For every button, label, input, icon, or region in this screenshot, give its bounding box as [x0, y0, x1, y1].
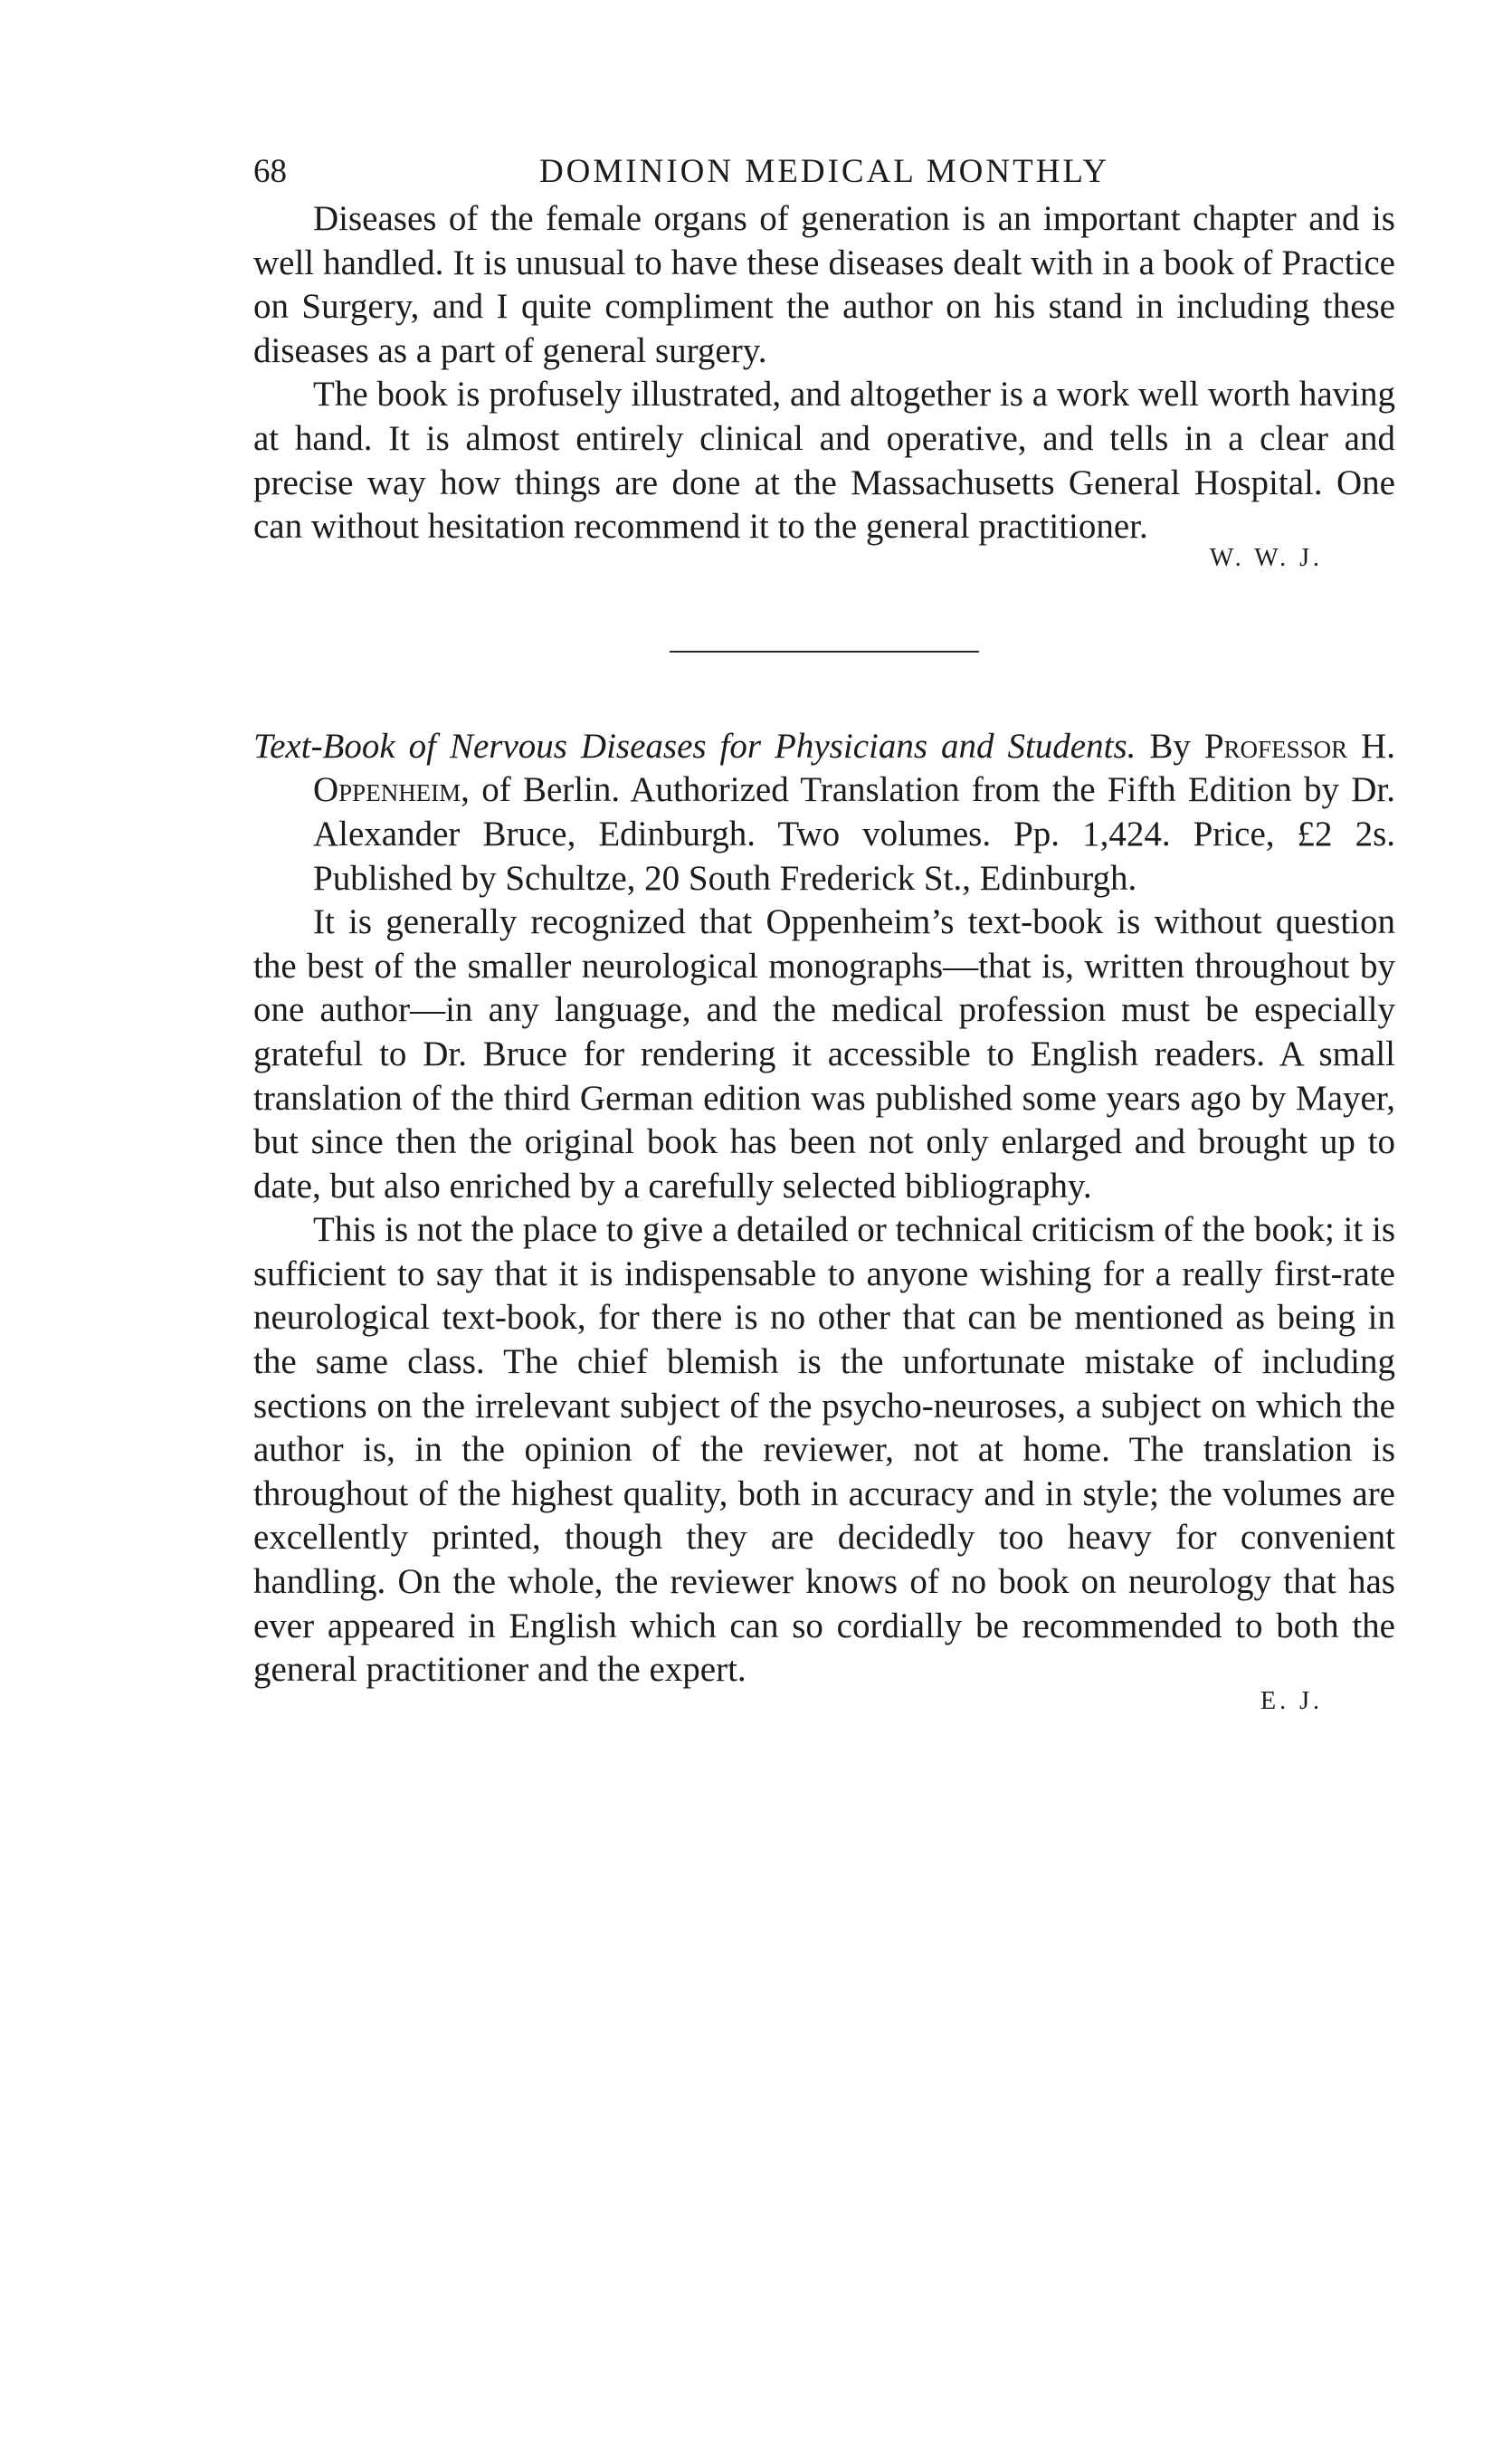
- page-number: 68: [253, 153, 287, 190]
- citation-details: of Berlin. Authorized Translation from the Fifth Edition by Dr. Alexander Bruce, Edinburgh. Two volumes. Pp. 1,424. Price, £2 2s. Published by Schultze, 20 South Frederick St., Edinburgh.: [313, 770, 1395, 898]
- review1-paragraph-1: Diseases of the female organs of generation is an important chapter and is well handled. It is unusual to have these diseases dealt with in a book of Practice on Surgery, and I quite compliment the author on his stand in including these diseases as a part of general surgery.: [253, 199, 1395, 370]
- review2-signoff: E. J.: [1260, 1686, 1323, 1715]
- journal-title: DOMINION MEDICAL MONTHLY: [538, 153, 1110, 190]
- review2-paragraph-2: This is not the place to give a detailed or technical criticism of the book; it is sufficient to say that it is indispensable to anyone wishing for a really first-rate neurological text-book, for there is no other that can be mentioned as being in the same class. The chief blemish is the unfortunate mistake of including sections on the irrelevant subject of the psycho-neuroses, a subject on which the author is, in the opinion of the reviewer, not at home. The translation is throughout of the highest quality, both in accuracy and in style; the volumes are excellently printed, though they are decidedly too heavy for convenient handling. On the whole, the reviewer knows of no book on neurology that has ever appeared in English which can so cordially be recommended to both the general practitioner and the expert.: [253, 1210, 1395, 1690]
- book-citation: [253, 725, 1395, 901]
- review2-paragraph-1: It is generally recognized that Oppenheim’s text-book is without question the best of the smaller neurological monographs—that is, written throughout by one author—in any language, and the medical profession must be especially grateful to Dr. Bruce for rendering it accessible to English readers. A small translation of the third German edition was published some years ago by Mayer, but since then the original book has been not only enlarged and brought up to date, but also enriched by a carefully selected bibliography.: [253, 902, 1395, 1206]
- book-title: Text-Book of Nervous Diseases for Physicians and Students.: [253, 726, 1136, 766]
- review-nervous-diseases: [253, 725, 1395, 1716]
- page: [253, 152, 1395, 1716]
- review1-signoff: W. W. J.: [1209, 543, 1323, 572]
- section-separator-rule: [670, 651, 979, 653]
- review1-paragraph-2-text: The book is profusely illustrated, and altogether is a work well worth having at hand. It is almost entirely clinical and operative, and tells in a clear and precise way how things are done at the Massachusetts General Hospital. One can without hesitation recommend it to the general practitioner.: [253, 375, 1395, 547]
- review1-paragraph-2: [253, 373, 1395, 548]
- review-surgery-continued: [253, 197, 1395, 573]
- citation-by: By: [1149, 726, 1191, 766]
- running-head: [253, 152, 1395, 197]
- book-author: Professor H. Oppenheim,: [313, 726, 1395, 810]
